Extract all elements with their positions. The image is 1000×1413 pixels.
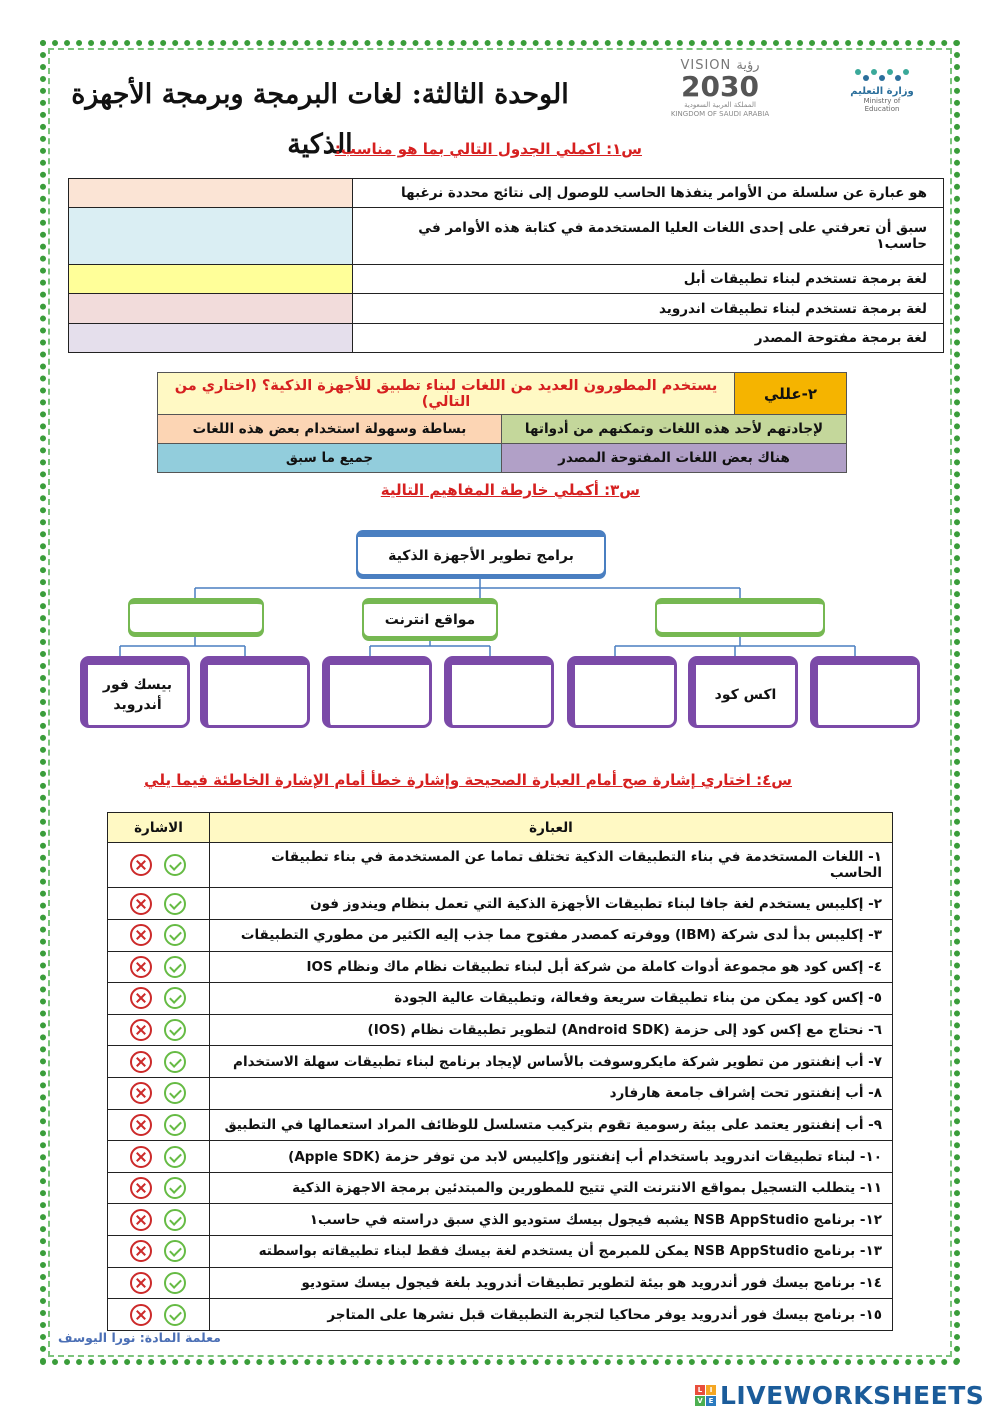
q1-row — [69, 179, 944, 208]
x-mark-icon[interactable] — [130, 893, 152, 915]
q2-question: يستخدم المطورون العديد من اللغات لبناء تطبيق للأجهزة الذكية؟ (اختاري من التالي) — [158, 373, 735, 415]
q4-statement: ٣- إكليبس بدأ لدى شركة (IBM) ووفرته كمصدر مفتوح مما جذب إليه الكثير من مطوري التطبيقات — [209, 919, 892, 951]
table-row — [108, 1078, 893, 1110]
ministry-name-en: Ministry of Education — [863, 97, 901, 113]
concept-leaf[interactable] — [322, 656, 432, 728]
q4-marks — [108, 1299, 210, 1331]
x-mark-icon[interactable] — [130, 1051, 152, 1073]
q2-table — [157, 372, 847, 473]
check-mark-icon[interactable] — [164, 1177, 186, 1199]
q4-statement: ٥- إكس كود يمكن من بناء تطبيقات سريعة وفعالة، وتطبيقات عالية الجودة — [209, 983, 892, 1015]
q1-row — [69, 265, 944, 294]
check-mark-icon[interactable] — [164, 924, 186, 946]
check-mark-icon[interactable] — [164, 1114, 186, 1136]
concept-branch-right[interactable] — [655, 598, 825, 634]
q1-table — [68, 178, 944, 353]
x-mark-icon[interactable] — [130, 956, 152, 978]
q4-marks — [108, 1046, 210, 1078]
q4-col-statement: العبارة — [209, 813, 892, 843]
q1-answer-field[interactable] — [69, 294, 353, 323]
table-row — [108, 1299, 893, 1331]
table-row — [108, 1172, 893, 1204]
q4-marks — [108, 1204, 210, 1236]
check-mark-icon[interactable] — [164, 1209, 186, 1231]
q2-option[interactable]: جميع ما سبق — [158, 444, 502, 473]
check-mark-icon[interactable] — [164, 893, 186, 915]
q1-row-text: هو عبارة عن سلسلة من الأوامر ينفذها الحاسب للوصول إلى نتائج محددة نرغبها — [352, 179, 943, 208]
q4-marks — [108, 919, 210, 951]
vision-2030-logo — [668, 58, 772, 120]
q4-heading: س٤: اختاري إشارة صح أمام العبارة الصحيحة وإشارة خطأ أمام الإشارة الخاطئة فيما يلي — [144, 771, 792, 789]
q1-heading: س١: اكملي الجدول التالي بما هو مناسب: — [334, 140, 642, 158]
q1-row — [69, 323, 944, 352]
q4-statement: ١٣- برنامج NSB AppStudio يمكن للمبرمج أن يستخدم لغة بيسك فقط لبناء تطبيقاته بواسطته — [209, 1236, 892, 1268]
x-mark-icon[interactable] — [130, 1304, 152, 1326]
q1-answer-field[interactable] — [69, 265, 353, 294]
q4-marks — [108, 1172, 210, 1204]
q1-row-text: سبق أن تعرفتي على إحدى اللغات العليا المستخدمة في كتابة هذه الأوامر في حاسب١ — [352, 208, 943, 265]
vision-sub-en: KINGDOM OF SAUDI ARABIA — [670, 110, 770, 118]
q4-marks — [108, 843, 210, 888]
q4-marks — [108, 1078, 210, 1110]
q1-row — [69, 294, 944, 323]
q2-option[interactable]: لإجادتهم لأحد هذه اللغات وتمكنهم من أدواتها — [502, 415, 847, 444]
x-mark-icon[interactable] — [130, 1209, 152, 1231]
q4-statement: ٩- أب إنفنتور يعتمد على بيئة رسومية تقوم بتركيب متسلسل للوظائف المراد استعمالها في التطبيق — [209, 1109, 892, 1141]
teacher-name: معلمة المادة: نورا اليوسف — [58, 1330, 221, 1345]
check-mark-icon[interactable] — [164, 1146, 186, 1168]
q4-statement: ٢- إكليبس يستخدم لغة جافا لبناء تطبيقات الأجهزة الذكية التي تعمل بنظام ويندوز فون — [209, 888, 892, 920]
ministry-name-ar: وزارة التعليم — [850, 86, 914, 97]
check-mark-icon[interactable] — [164, 956, 186, 978]
x-mark-icon[interactable] — [130, 1114, 152, 1136]
q2-number: ٢-عللي — [735, 373, 847, 415]
q1-answer-field[interactable] — [69, 208, 353, 265]
q4-statement: ٤- إكس كود هو مجموعة أدوات كاملة من شركة أبل لبناء تطبيقات نظام ماك ونظام IOS — [209, 951, 892, 983]
q3-heading: س٣: أكملي خارطة المفاهيم التالية — [380, 481, 640, 499]
q4-statement: ١١- يتطلب التسجيل بمواقع الانترنت التي تتيح للمطورين والمبتدئين برمجة الاجهزة الذكية — [209, 1172, 892, 1204]
q4-statement: ١- اللغات المستخدمة في بناء التطبيقات الذكية تختلف تماما عن المستخدمة في بناء تطبيقات الحاسب — [209, 843, 892, 888]
liveworksheets-logo — [695, 1380, 984, 1410]
ministry-dots-icon — [848, 66, 916, 86]
liveworksheets-icon: L I V E — [695, 1385, 716, 1406]
q4-marks — [108, 888, 210, 920]
vision-sub-ar: المملكة العربية السعودية — [684, 101, 756, 109]
table-row — [108, 1046, 893, 1078]
concept-map-root: برامج تطوير الأجهزة الذكية — [356, 530, 606, 576]
x-mark-icon[interactable] — [130, 1146, 152, 1168]
table-row — [108, 1236, 893, 1268]
q1-answer-field[interactable] — [69, 179, 353, 208]
q4-marks — [108, 1267, 210, 1299]
q2-option[interactable]: بساطة وسهولة استخدام بعض هذه اللغات — [158, 415, 502, 444]
concept-leaf: اكس كود — [688, 656, 798, 728]
concept-leaf[interactable] — [567, 656, 677, 728]
table-row — [108, 888, 893, 920]
x-mark-icon[interactable] — [130, 987, 152, 1009]
table-row — [108, 843, 893, 888]
x-mark-icon[interactable] — [130, 854, 152, 876]
q4-statement: ٨- أب إنفنتور تحت إشراف جامعة هارفارد — [209, 1078, 892, 1110]
q4-statement: ١٢- برنامج NSB AppStudio يشبه فيجول بيسك ستوديو الذي سبق دراسته في حاسب١ — [209, 1204, 892, 1236]
q1-row-text: لغة برمجة تستخدم لبناء تطبيقات أبل — [352, 265, 943, 294]
table-row — [108, 1204, 893, 1236]
check-mark-icon[interactable] — [164, 1051, 186, 1073]
q4-statement: ٧- أب إنفنتور من تطوير شركة مايكروسوفت بالأساس لإيجاد برنامج لبناء تطبيقات سهلة الاستخدام — [209, 1046, 892, 1078]
x-mark-icon[interactable] — [130, 924, 152, 946]
check-mark-icon[interactable] — [164, 1082, 186, 1104]
q4-marks — [108, 983, 210, 1015]
table-row — [108, 919, 893, 951]
q4-statement: ١٥- برنامج بيسك فور أندرويد يوفر محاكيا لتجربة التطبيقات قبل نشرها على المتاجر — [209, 1299, 892, 1331]
q1-row-text: لغة برمجة مفتوحة المصدر — [352, 323, 943, 352]
q4-statement: ١٤- برنامج بيسك فور أندرويد هو بيئة لتطوير تطبيقات أندرويد بلغة فيجول بيسك ستوديو — [209, 1267, 892, 1299]
q4-marks — [108, 1236, 210, 1268]
liveworksheets-wordmark: LIVEWORKSHEETS — [720, 1380, 985, 1410]
x-mark-icon[interactable] — [130, 1082, 152, 1104]
table-row — [108, 1141, 893, 1173]
check-mark-icon[interactable] — [164, 1240, 186, 1262]
concept-branch-left[interactable] — [128, 598, 264, 634]
q1-row — [69, 208, 944, 265]
check-mark-icon[interactable] — [164, 854, 186, 876]
q4-marks — [108, 951, 210, 983]
table-row — [108, 1267, 893, 1299]
concept-branch-middle: مواقع انترنت — [362, 598, 498, 638]
concept-leaf[interactable] — [810, 656, 920, 728]
table-row — [108, 983, 893, 1015]
check-mark-icon[interactable] — [164, 1019, 186, 1041]
vision-year: 2030 — [681, 70, 759, 103]
q2-option[interactable]: هناك بعض اللغات المفتوحة المصدر — [502, 444, 847, 473]
q4-statement: ١٠- لبناء تطبيقات اندرويد باستخدام أب إنفنتور وإكليبس لابد من توفر حزمة (Apple SDK) — [209, 1141, 892, 1173]
concept-leaf[interactable] — [200, 656, 310, 728]
q1-answer-field[interactable] — [69, 323, 353, 352]
ministry-logo — [848, 66, 916, 116]
check-mark-icon[interactable] — [164, 1272, 186, 1294]
check-mark-icon[interactable] — [164, 987, 186, 1009]
x-mark-icon[interactable] — [130, 1019, 152, 1041]
table-row — [108, 951, 893, 983]
q4-marks — [108, 1014, 210, 1046]
q4-col-mark: الاشارة — [108, 813, 210, 843]
q4-table — [107, 812, 893, 1331]
table-row — [108, 1014, 893, 1046]
x-mark-icon[interactable] — [130, 1272, 152, 1294]
q1-row-text: لغة برمجة تستخدم لبناء تطبيقات اندرويد — [352, 294, 943, 323]
x-mark-icon[interactable] — [130, 1240, 152, 1262]
q4-marks — [108, 1141, 210, 1173]
x-mark-icon[interactable] — [130, 1177, 152, 1199]
q4-statement: ٦- نحتاج مع إكس كود إلى حزمة (Android SDK) لتطوير تطبيقات نظام (IOS) — [209, 1014, 892, 1046]
concept-leaf: بيسك فور أندرويد — [80, 656, 190, 728]
q4-marks — [108, 1109, 210, 1141]
vision-top-text: VISION رؤية — [680, 58, 760, 73]
concept-leaf[interactable] — [444, 656, 554, 728]
page-title: الوحدة الثالثة: لغات البرمجة وبرمجة الأجهزة الذكية — [71, 79, 569, 160]
table-row — [108, 1109, 893, 1141]
check-mark-icon[interactable] — [164, 1304, 186, 1326]
